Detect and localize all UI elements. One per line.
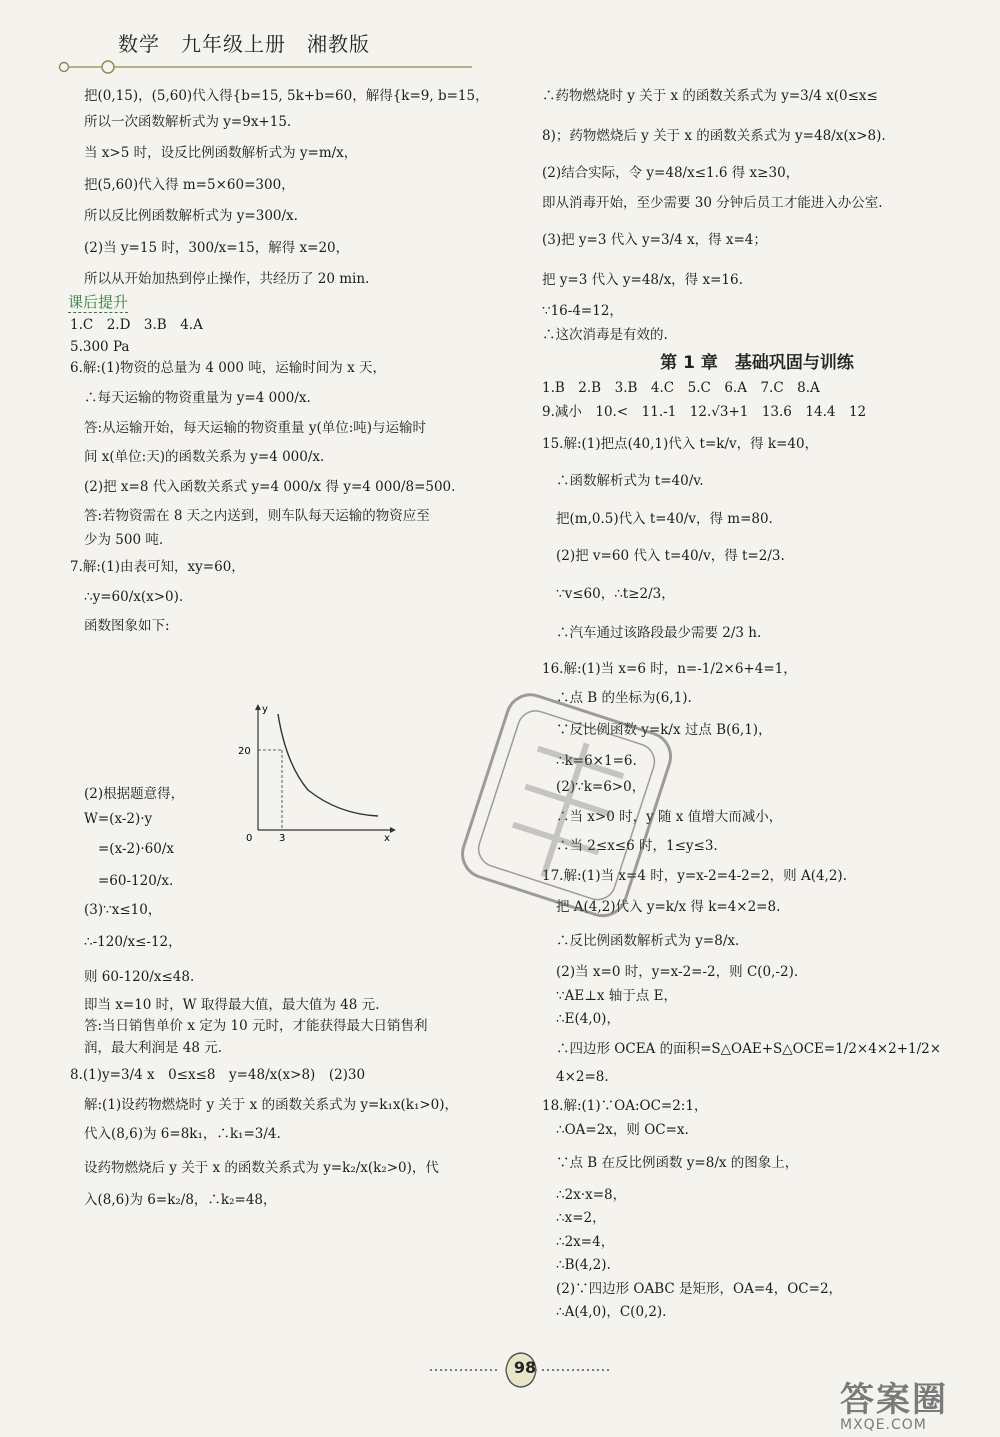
text-line: 入(8,6)为 6=k₂/8，∴k₂=48， — [84, 1191, 277, 1208]
text-line: 把 A(4,2)代入 y=k/x 得 k=4×2=8. — [556, 899, 781, 916]
header-decoration-line — [58, 60, 472, 74]
text-line: 即当 x=10 时，W 取得最大值，最大值为 48 元. — [84, 996, 380, 1013]
text-line: ∵v≤60，∴t≥2/3， — [556, 585, 675, 602]
text-line: 当 x>5 时，设反比例函数解析式为 y=m/x， — [84, 145, 358, 162]
text-line: 代入(8,6)为 6=8k₁，∴k₁=3/4. — [84, 1126, 281, 1143]
text-line: ∴E(4,0)， — [556, 1011, 620, 1028]
text-line: 润，最大利润是 48 元. — [84, 1039, 223, 1056]
text-line: 6.解:(1)物资的总量为 4 000 吨，运输时间为 x 天， — [70, 360, 386, 377]
text-line: ∴B(4,2). — [556, 1257, 611, 1274]
text-line: 4×2=8. — [556, 1068, 609, 1085]
text-line: 1.B 2.B 3.B 4.C 5.C 6.A 7.C 8.A — [542, 380, 820, 397]
text-line: (3)∵x≤10， — [84, 902, 162, 919]
text-line: 17.解:(1)当 x=4 时，y=x-2=4-2=2，则 A(4,2). — [542, 867, 847, 884]
text-line: 7.解:(1)由表可知，xy=60， — [70, 559, 245, 576]
text-line: ∴x=2， — [556, 1210, 606, 1227]
chapter-title: 第 1 章 基础巩固与训练 — [660, 353, 854, 374]
text-line: ∵反比例函数 y=k/x 过点 B(6,1)， — [556, 721, 772, 738]
text-line: 设药物燃烧后 y 关于 x 的函数关系式为 y=k₂/x(k₂>0)，代 — [84, 1160, 439, 1176]
text-line: 答:从运输开始，每天运输的物资重量 y(单位:吨)与运输时 — [84, 419, 427, 436]
text-line: (2)结合实际，令 y=48/x≤1.6 得 x≥30， — [542, 165, 800, 182]
text-line: ∵点 B 在反比例函数 y=8/x 的图象上， — [556, 1155, 799, 1172]
watermark-logo-text: 答案圈 — [840, 1380, 948, 1420]
origin-label: 0 — [246, 833, 253, 842]
text-line: =60-120/x. — [98, 872, 174, 889]
y-axis-label: y — [262, 704, 268, 715]
y-tick-label: 20 — [238, 746, 251, 757]
text-line: (2)把 v=60 代入 t=40/v，得 t=2/3. — [556, 548, 785, 565]
text-line: =(x-2)·60/x — [98, 840, 175, 857]
text-line: (2)把 x=8 代入函数关系式 y=4 000/x 得 y=4 000/8=500. — [84, 478, 456, 495]
section-title-text: 课后提升 — [68, 293, 128, 314]
text-line: ∴y=60/x(x>0). — [84, 588, 184, 605]
text-line: W=(x-2)·y — [84, 811, 153, 828]
text-line: ∴k=6×1=6. — [556, 753, 637, 770]
x-tick-label: 3 — [279, 833, 286, 842]
site-watermark-logo — [840, 1372, 990, 1432]
text-line: 把 y=3 代入 y=48/x，得 x=16. — [542, 271, 743, 288]
text-line: 少为 500 吨. — [84, 531, 164, 548]
text-line: 所以一次函数解析式为 y=9x+15. — [84, 113, 292, 130]
text-line: ∵AE⊥x 轴于点 E， — [556, 987, 677, 1004]
text-line: 答:若物资需在 8 天之内送到，则车队每天运输的物资应至 — [84, 508, 430, 525]
text-line: 所以从开始加热到停止操作，共经历了 20 min. — [84, 271, 370, 288]
text-line: ∴函数解析式为 t=40/v. — [556, 473, 704, 490]
text-line: (2)根据题意得， — [84, 785, 185, 802]
text-line: 即从消毒开始，至少需要 30 分钟后员工才能进入办公室. — [542, 194, 883, 211]
text-line: 所以反比例函数解析式为 y=300/x. — [84, 208, 298, 225]
header-title: 数学 九年级上册 湘教版 — [118, 32, 370, 56]
watermark-url: MXQE.COM — [840, 1417, 927, 1433]
page-number: 98 — [513, 1358, 537, 1377]
text-line: ∴这次消毒是有效的. — [542, 326, 668, 343]
text-line: (2)∵四边形 OABC 是矩形，OA=4，OC=2， — [556, 1280, 843, 1297]
text-line: 答:当日销售单价 x 定为 10 元时，才能获得最大日销售利 — [84, 1018, 428, 1035]
text-line: ∴2x·x=8， — [556, 1186, 627, 1203]
text-line: 5.300 Pa — [70, 338, 130, 355]
text-line: 8)；药物燃烧后 y 关于 x 的函数关系式为 y=48/x(x>8). — [542, 127, 886, 144]
x-axis-label: x — [384, 833, 390, 842]
text-line: ∴每天运输的物资重量为 y=4 000/x. — [84, 389, 311, 406]
text-line: (2)当 y=15 时，300/x=15，解得 x=20， — [84, 239, 350, 256]
text-line: 把(m,0.5)代入 t=40/v，得 m=80. — [556, 510, 773, 527]
function-graph — [228, 702, 398, 842]
text-line: ∴2x=4， — [556, 1233, 615, 1250]
text-line: ∵16-4=12， — [542, 303, 623, 320]
text-line: 1.C 2.D 3.B 4.A — [70, 317, 203, 334]
text-line: ∴点 B 的坐标为(6,1). — [556, 690, 692, 707]
text-line: ∴-120/x≤-12， — [84, 933, 182, 950]
text-line: ∴药物燃烧时 y 关于 x 的函数关系式为 y=3/4 x(0≤x≤ — [542, 88, 878, 104]
text-line: ∴A(4,0)，C(0,2). — [556, 1304, 667, 1321]
text-line: 15.解:(1)把点(40,1)代入 t=k/v，得 k=40， — [542, 435, 819, 452]
text-line: ∴当 2≤x≤6 时，1≤y≤3. — [556, 838, 718, 855]
left-column — [68, 88, 524, 1209]
text-line: 8.(1)y=3/4 x 0≤x≤8 y=48/x(x>8) (2)30 — [70, 1067, 366, 1084]
section-title — [70, 293, 524, 314]
text-line: ∴反比例函数解析式为 y=8/x. — [556, 932, 740, 949]
text-line: ∴四边形 OCEA 的面积=S△OAE+S△OCE=1/2×4×2+1/2× — [556, 1040, 942, 1057]
text-line: 则 60-120/x≤48. — [84, 969, 195, 986]
text-line: 18.解:(1)∵OA:OC=2:1， — [542, 1098, 708, 1115]
text-line: (2)当 x=0 时，y=x-2=-2，则 C(0,-2). — [556, 964, 799, 981]
text-line: 解:(1)设药物燃烧时 y 关于 x 的函数关系式为 y=k₁x(k₁>0)， — [84, 1096, 459, 1113]
text-line: (3)把 y=3 代入 y=3/4 x，得 x=4； — [542, 232, 767, 249]
text-line: 9.减小 10.< 11.-1 12.√3+1 13.6 14.4 12 — [542, 404, 867, 421]
text-line: 间 x(单位:天)的函数关系为 y=4 000/x. — [84, 449, 325, 466]
text-line: 把(0,15)，(5,60)代入得{b=15, 5k+b=60，解得{k=9, b=15， — [84, 88, 489, 104]
text-line: (2)∵k=6>0， — [556, 779, 646, 796]
text-line: 函数图象如下: — [84, 618, 170, 635]
text-line: ∴当 x>0 时，y 随 x 值增大而减小， — [556, 808, 783, 825]
text-line: ∴OA=2x，则 OC=x. — [556, 1121, 689, 1138]
text-line: 把(5,60)代入得 m=5×60=300， — [84, 176, 295, 193]
text-line: ∴汽车通过该路段最少需要 2/3 h. — [556, 625, 762, 642]
text-line: 16.解:(1)当 x=6 时，n=-1/2×6+4=1， — [542, 660, 797, 677]
